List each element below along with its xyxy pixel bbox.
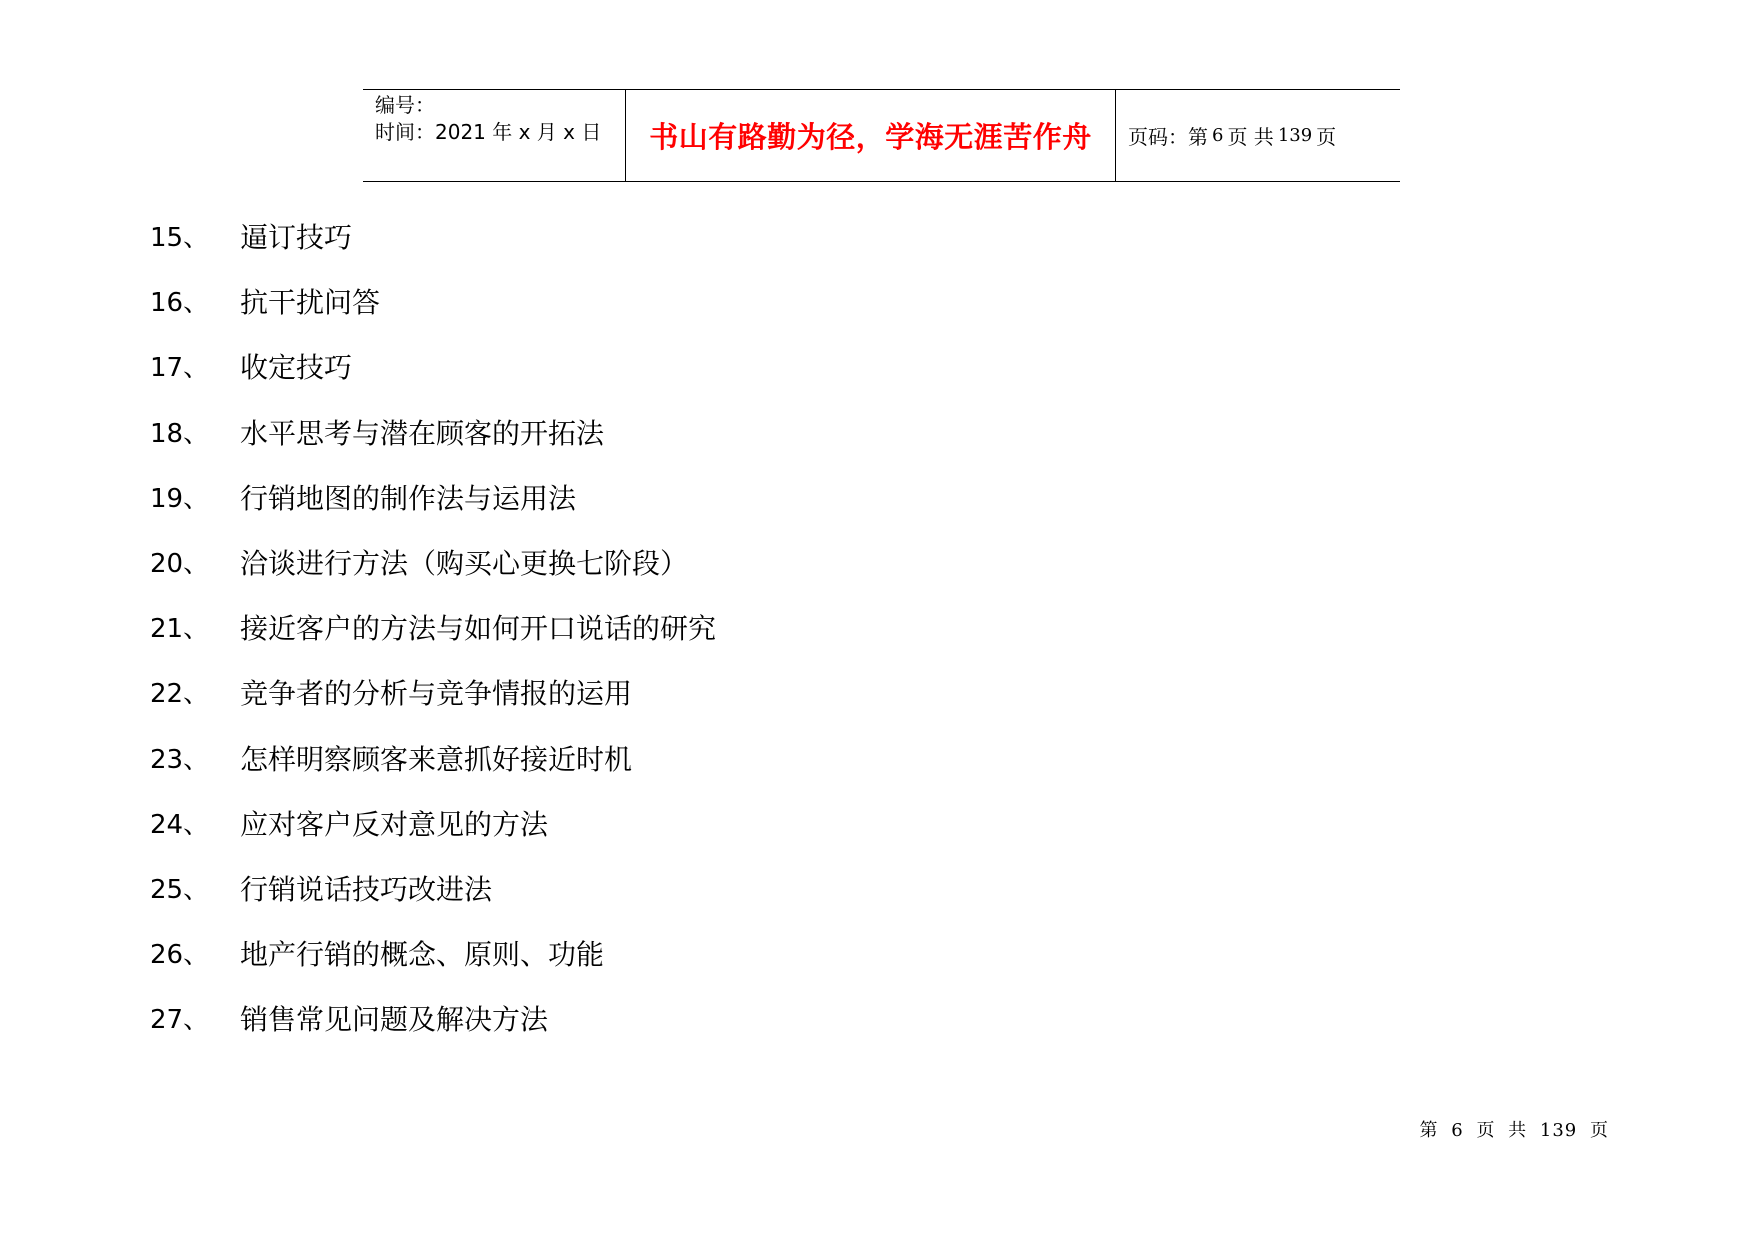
footer-page-total: 139: [1539, 1120, 1578, 1141]
outline-item-index: 20、: [150, 548, 210, 579]
header-page-total: 139: [1277, 125, 1313, 146]
header-meta-cell: [363, 90, 626, 181]
header-page-suffix: 页: [1316, 125, 1337, 149]
outline-item-text: 收定技巧: [240, 351, 353, 385]
page-header: [363, 89, 1400, 182]
outline-item-text: 竞争者的分析与竞争情报的运用: [240, 677, 633, 711]
outline-item: [150, 937, 716, 1002]
outline-item: [150, 285, 716, 350]
outline-item-text: 接近客户的方法与如何开口说话的研究: [240, 612, 717, 646]
header-page-prefix: 页码：第: [1128, 125, 1208, 149]
outline-item-index: 21、: [150, 614, 210, 645]
page-footer: [1417, 1116, 1612, 1142]
outline-item-text: 销售常见问题及解决方法: [240, 1003, 549, 1037]
document-time-label: 时间：2021 年 x 月 x 日: [375, 120, 602, 144]
header-page-cell: [1116, 90, 1400, 181]
document-number-label: 编号：: [375, 93, 435, 117]
outline-item-index: 24、: [150, 809, 210, 840]
outline-item-text: 怎样明察顾客来意抓好接近时机: [240, 742, 633, 776]
outline-item-index: 26、: [150, 940, 210, 971]
outline-item: [150, 481, 716, 546]
footer-mid2: 共: [1508, 1120, 1528, 1141]
outline-item: [150, 742, 716, 807]
outline-item: [150, 807, 716, 872]
footer-suffix: 页: [1590, 1120, 1609, 1141]
outline-item-text: 地产行销的概念、原则、功能: [240, 938, 605, 972]
footer-mid1: 页: [1476, 1120, 1496, 1141]
outline-item: [150, 1002, 716, 1067]
outline-item-index: 27、: [150, 1005, 210, 1036]
outline-item-text: 行销地图的制作法与运用法: [240, 481, 577, 515]
outline-item-index: 23、: [150, 744, 210, 775]
outline-item: [150, 676, 716, 741]
outline-item-text: 水平思考与潜在顾客的开拓法: [240, 416, 605, 450]
outline-list: [150, 220, 716, 1067]
footer-page-current: 6: [1451, 1120, 1464, 1141]
outline-item: [150, 872, 716, 937]
outline-item-text: 行销说话技巧改进法: [240, 872, 493, 906]
outline-item-index: 18、: [150, 418, 210, 449]
header-motto-cell: [626, 90, 1116, 181]
outline-item-index: 19、: [150, 483, 210, 514]
outline-item-text: 应对客户反对意见的方法: [240, 807, 549, 841]
header-motto: 书山有路勤为径，学海无涯苦作舟: [649, 120, 1092, 154]
header-page-current: 6: [1212, 125, 1224, 146]
outline-item-text: 逼订技巧: [240, 221, 353, 254]
outline-item-index: 25、: [150, 874, 210, 905]
header-page-mid: 页 共: [1227, 125, 1274, 149]
outline-item: [150, 546, 716, 611]
footer-prefix: 第: [1419, 1120, 1439, 1141]
outline-item-index: 15、: [150, 223, 210, 253]
outline-item: [150, 611, 716, 676]
outline-item-text: 抗干扰问答: [240, 286, 381, 320]
outline-item-text: 洽谈进行方法（购买心更换七阶段）: [240, 546, 689, 580]
outline-item-index: 22、: [150, 679, 210, 710]
outline-item-index: 16、: [150, 288, 210, 319]
outline-item-index: 17、: [150, 353, 210, 384]
outline-item: [150, 416, 716, 481]
outline-item: [150, 220, 716, 285]
outline-item: [150, 350, 716, 415]
